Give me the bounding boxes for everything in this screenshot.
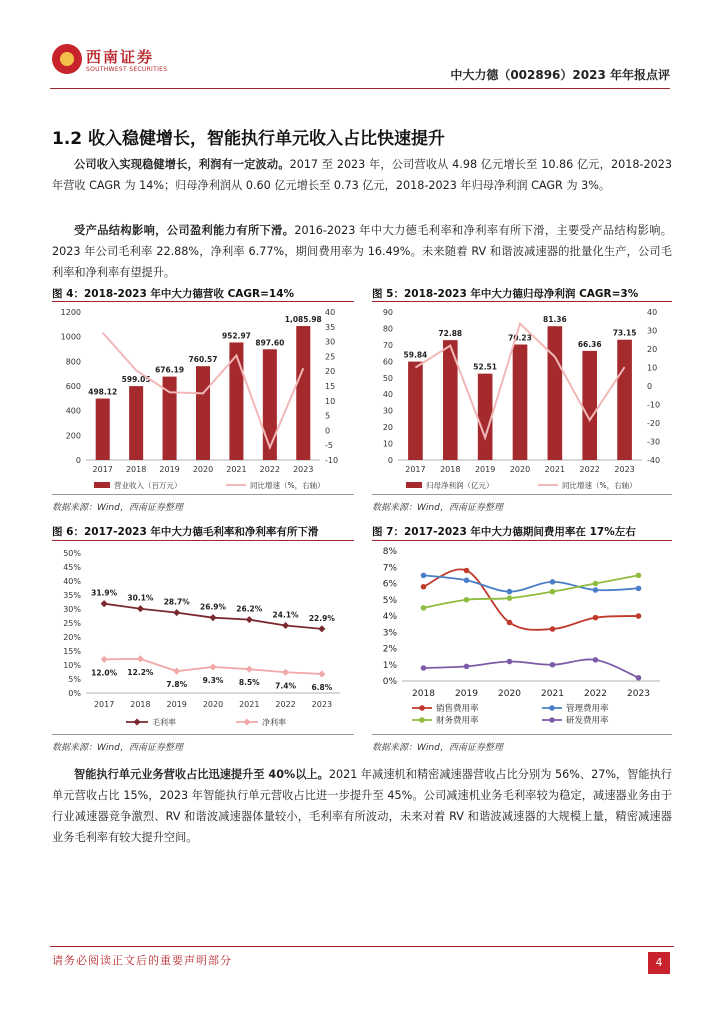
fig7-title: 图 7：2017-2023 年中大力德期间费用率在 17%左右 xyxy=(372,526,636,538)
y2-tick-label: -30 xyxy=(647,437,661,447)
line-marker xyxy=(282,622,289,629)
y2-tick-label: 20 xyxy=(647,345,658,354)
bar xyxy=(96,399,110,460)
line-marker xyxy=(318,625,325,632)
series-line xyxy=(424,659,639,677)
line-marker xyxy=(550,626,556,632)
y-tick-label: 1% xyxy=(382,660,397,671)
logo-subtitle: SOUTHWEST SECURITIES xyxy=(86,66,168,73)
bar xyxy=(617,340,632,460)
y-tick-label: 0% xyxy=(68,689,81,698)
line-marker xyxy=(101,600,108,607)
y2-tick-label: 0 xyxy=(325,426,331,436)
line-marker xyxy=(550,589,556,595)
paragraph-3-body: 2021 年减速机和精密减速器营收占比分别为 56%、27%，智能执行单元营收占比 15%，2023 年智能执行单元营收占比进一步提升至 45%。公司减速机业务毛利率较为稳定，减速器业务由于行业减速器竞争激烈、RV 和谐波减速器体量较小，毛利率有所波动，未来对着 RV 和谐波减速器的大规模上量，精密减速器业务毛利率有较大提升空间。 xyxy=(52,768,672,844)
line-marker xyxy=(507,659,513,665)
legend-label: 同比增速（%，右轴） xyxy=(250,481,325,490)
y2-tick-label: -10 xyxy=(647,400,661,410)
x-tick-label: 2022 xyxy=(259,465,281,474)
y2-tick-label: 30 xyxy=(647,326,658,336)
data-label: 9.3% xyxy=(202,675,224,685)
x-tick-label: 2018 xyxy=(440,465,461,474)
y-tick-label: 50% xyxy=(63,549,81,558)
data-label: 22.9% xyxy=(308,613,335,623)
fig5-rule xyxy=(372,301,672,302)
line-marker xyxy=(209,614,216,621)
line-marker xyxy=(593,587,599,593)
series-line xyxy=(424,575,639,591)
data-label: 8.5% xyxy=(238,678,260,688)
logo-emblem-icon xyxy=(52,44,82,74)
fig6-bottom-rule xyxy=(52,734,354,735)
page-number: 4 xyxy=(648,952,670,974)
y-tick-label: 20% xyxy=(63,633,81,642)
legend-label: 研发费用率 xyxy=(566,716,609,726)
line-marker xyxy=(507,589,513,595)
bar-data-label: 72.88 xyxy=(438,329,463,339)
bar xyxy=(478,374,493,460)
legend-marker xyxy=(419,705,425,711)
line-marker xyxy=(421,584,427,590)
y-tick-label: 600 xyxy=(65,382,81,391)
y2-tick-label: 25 xyxy=(325,352,336,362)
legend-marker xyxy=(419,717,425,723)
x-tick-label: 2019 xyxy=(474,465,496,474)
data-label: 6.8% xyxy=(311,682,333,692)
series-line xyxy=(424,575,639,608)
paragraph-3-lead: 智能执行单元业务营收占比迅速提升至 40%以上。 xyxy=(74,768,329,781)
line-marker xyxy=(593,615,599,621)
y-tick-label: 2% xyxy=(382,644,397,655)
y-tick-label: 50 xyxy=(382,373,393,383)
bar-data-label: 760.57 xyxy=(188,355,218,365)
data-label: 26.9% xyxy=(199,602,227,612)
bar-data-label: 599.05 xyxy=(121,375,151,385)
y-tick-label: 20 xyxy=(382,423,393,433)
line-marker xyxy=(318,670,325,677)
x-tick-label: 2023 xyxy=(293,465,314,474)
fig5-source: 数据来源：Wind，西南证券整理 xyxy=(372,503,503,513)
y-tick-label: 70 xyxy=(382,340,393,350)
line-marker xyxy=(636,613,642,619)
y-tick-label: 40 xyxy=(382,390,393,400)
y-tick-label: 400 xyxy=(65,406,81,416)
fig6-chart xyxy=(52,543,354,733)
fig7-source: 数据来源：Wind，西南证券整理 xyxy=(372,743,503,753)
legend-marker xyxy=(549,717,555,723)
line-marker xyxy=(101,656,108,663)
line-marker xyxy=(464,568,470,574)
x-tick-label: 2021 xyxy=(541,689,564,699)
legend-marker xyxy=(549,705,555,711)
paragraph-2 xyxy=(52,220,672,283)
report-title: 中大力德（002896）2023 年年报点评 xyxy=(450,68,670,82)
data-label: 26.2% xyxy=(236,604,263,614)
fig6-rule xyxy=(52,540,354,541)
data-label: 12.2% xyxy=(127,667,154,677)
line-marker xyxy=(282,669,289,676)
line-marker xyxy=(464,597,470,603)
bar xyxy=(129,386,143,460)
y-tick-label: 1000 xyxy=(60,332,81,342)
x-tick-label: 2022 xyxy=(275,700,296,709)
y2-tick-label: 30 xyxy=(325,337,336,347)
x-tick-label: 2023 xyxy=(627,689,650,699)
legend-label: 管理费用率 xyxy=(566,704,609,714)
y-tick-label: 30 xyxy=(382,406,393,416)
x-tick-label: 2020 xyxy=(202,700,224,709)
line-marker xyxy=(137,655,144,662)
y-tick-label: 30% xyxy=(63,605,81,614)
y-tick-label: 800 xyxy=(65,357,81,367)
line-marker xyxy=(593,581,599,587)
y2-tick-label: 10 xyxy=(647,363,658,373)
bar-data-label: 73.15 xyxy=(612,328,637,338)
line-marker xyxy=(209,663,216,670)
line-marker xyxy=(593,657,599,663)
x-tick-label: 2021 xyxy=(226,465,247,474)
bar-data-label: 70.23 xyxy=(508,333,532,343)
legend-marker xyxy=(243,718,250,725)
bar-data-label: 66.36 xyxy=(577,339,602,349)
paragraph-1-body: 2017 至 2023 年，公司营收从 4.98 亿元增长至 10.86 亿元，2018-2023 年营收 CAGR 为 14%；归母净利润从 0.60 亿元增长至 0.73 亿元，2018-2023 年归母净利润 CAGR 为 3%。 xyxy=(52,158,672,192)
line-marker xyxy=(464,577,470,583)
bar-data-label: 81.36 xyxy=(542,315,567,325)
y-tick-label: 60 xyxy=(382,357,393,367)
data-label: 7.4% xyxy=(275,681,296,691)
bar-data-label: 498.12 xyxy=(88,387,118,397)
bar-data-label: 1,085.98 xyxy=(284,315,322,325)
y2-tick-label: 35 xyxy=(325,322,336,332)
data-label: 30.1% xyxy=(127,593,154,603)
fig5-title: 图 5：2018-2023 年中大力德归母净利润 CAGR=3% xyxy=(372,288,639,300)
x-tick-label: 2019 xyxy=(159,465,180,474)
y2-tick-label: 5 xyxy=(325,411,331,421)
legend-label: 财务费用率 xyxy=(436,716,479,726)
x-tick-label: 2023 xyxy=(311,700,333,709)
y-tick-label: 0 xyxy=(387,456,393,465)
bar-data-label: 952.97 xyxy=(221,331,251,341)
legend-label: 同比增速（%，右轴） xyxy=(562,481,637,490)
x-tick-label: 2022 xyxy=(584,689,607,699)
fig6-title: 图 6：2017-2023 年中大力德毛利率和净利率有所下滑 xyxy=(52,526,319,538)
line-marker xyxy=(421,573,427,579)
y-tick-label: 0 xyxy=(75,456,81,465)
fig4-title: 图 4：2018-2023 年中大力德营收 CAGR=14% xyxy=(52,288,295,300)
fig7-chart xyxy=(372,543,672,733)
footer-disclaimer: 请务必阅读正文后的重要声明部分 xyxy=(52,954,232,967)
fig5-chart xyxy=(372,304,672,494)
legend-marker xyxy=(133,718,140,725)
line-marker xyxy=(507,595,513,601)
bar xyxy=(582,351,597,460)
y-tick-label: 35% xyxy=(63,591,81,600)
legend-swatch-bar xyxy=(94,482,110,488)
y-tick-label: 5% xyxy=(382,595,397,606)
legend-label: 营业收入（百万元） xyxy=(114,481,182,490)
y2-tick-label: -10 xyxy=(325,456,339,465)
paragraph-3 xyxy=(52,764,672,848)
y-tick-label: 25% xyxy=(63,619,81,628)
y-tick-label: 45% xyxy=(63,563,81,572)
fig4-chart xyxy=(52,304,354,494)
bar xyxy=(513,345,528,460)
x-tick-label: 2023 xyxy=(614,465,635,474)
x-tick-label: 2017 xyxy=(405,465,426,474)
y-tick-label: 5% xyxy=(68,675,81,684)
x-tick-label: 2022 xyxy=(579,465,600,474)
line-marker xyxy=(507,620,513,626)
bar-data-label: 897.60 xyxy=(255,338,285,348)
y2-tick-label: 10 xyxy=(325,396,336,406)
y-tick-label: 200 xyxy=(65,431,81,441)
y2-tick-label: 15 xyxy=(325,382,336,391)
y-tick-label: 4% xyxy=(382,612,397,622)
x-tick-label: 2017 xyxy=(92,465,113,474)
fig5-bottom-rule xyxy=(372,494,672,495)
line-marker xyxy=(421,665,427,671)
data-label: 31.9% xyxy=(91,588,118,598)
x-tick-label: 2019 xyxy=(166,700,187,709)
y-tick-label: 80 xyxy=(382,324,393,334)
logo-text: 西南证券 xyxy=(86,48,155,66)
paragraph-1-lead: 公司收入实现稳健增长，利润有一定波动。 xyxy=(74,158,290,171)
data-label: 28.7% xyxy=(163,597,190,607)
line-marker xyxy=(246,616,253,623)
line-marker xyxy=(550,662,556,668)
x-tick-label: 2017 xyxy=(93,700,115,709)
fig4-source: 数据来源：Wind，西南证券整理 xyxy=(52,503,183,513)
legend-label: 销售费用率 xyxy=(436,704,479,714)
bar xyxy=(296,326,310,460)
fig4-bottom-rule xyxy=(52,494,354,495)
y-tick-label: 10% xyxy=(63,661,81,670)
bar xyxy=(196,366,210,460)
line-marker xyxy=(137,605,144,612)
footer-divider xyxy=(50,946,674,947)
bar xyxy=(263,349,277,460)
line-marker xyxy=(550,579,556,585)
line-marker xyxy=(636,573,642,579)
line-marker xyxy=(421,605,427,611)
line-marker xyxy=(636,675,642,681)
x-tick-label: 2018 xyxy=(412,689,435,699)
fig6-source: 数据来源：Wind，西南证券整理 xyxy=(52,743,183,753)
data-label: 24.1% xyxy=(272,610,299,620)
y2-tick-label: -40 xyxy=(647,456,661,465)
section-title: 1.2 收入稳健增长，智能执行单元收入占比快速提升 xyxy=(52,129,446,149)
bar-data-label: 676.19 xyxy=(155,365,185,375)
paragraph-2-body: 2016-2023 年中大力德毛利率和净利率有所下滑，主要受产品结构影响。2023 年公司毛利率 22.88%，净利率 6.77%，期间费用率为 16.49%。未来随着 RV 和谐波减速器的批量化生产，公司毛利率和净利率有望提升。 xyxy=(52,224,672,279)
line-marker xyxy=(464,664,470,670)
x-tick-label: 2019 xyxy=(455,689,478,699)
y2-tick-label: 20 xyxy=(325,367,336,377)
x-tick-label: 2020 xyxy=(509,465,531,474)
data-label: 7.8% xyxy=(166,680,188,690)
line-marker xyxy=(246,666,253,673)
legend-label: 净利率 xyxy=(262,718,286,727)
x-tick-label: 2021 xyxy=(544,465,566,474)
y-tick-label: 1200 xyxy=(60,308,81,317)
y-tick-label: 7% xyxy=(382,563,397,574)
x-tick-label: 2021 xyxy=(239,700,260,709)
fig4-rule xyxy=(52,301,354,302)
x-tick-label: 2018 xyxy=(130,700,151,709)
paragraph-2-lead: 受产品结构影响，公司盈利能力有所下滑。 xyxy=(74,224,295,237)
bar-data-label: 52.51 xyxy=(473,362,498,372)
y2-tick-label: 0 xyxy=(647,382,653,391)
bar xyxy=(548,326,563,460)
line-marker xyxy=(636,586,642,592)
y-tick-label: 3% xyxy=(382,628,397,639)
y-tick-label: 90 xyxy=(382,308,393,317)
y-tick-label: 10 xyxy=(382,439,393,449)
header-divider xyxy=(50,88,670,89)
x-tick-label: 2020 xyxy=(192,465,214,474)
y-tick-label: 15% xyxy=(63,647,81,656)
data-label: 12.0% xyxy=(91,668,118,678)
line-marker xyxy=(173,609,180,616)
y2-tick-label: 40 xyxy=(325,308,336,317)
y-tick-label: 8% xyxy=(382,547,397,557)
legend-label: 归母净利润（亿元） xyxy=(426,481,494,490)
x-tick-label: 2018 xyxy=(125,465,147,474)
y-tick-label: 0% xyxy=(382,677,397,687)
paragraph-1 xyxy=(52,154,672,196)
fig7-rule xyxy=(372,540,672,541)
y2-tick-label: -20 xyxy=(647,419,661,428)
y-tick-label: 40% xyxy=(63,577,81,586)
legend-label: 毛利率 xyxy=(152,718,176,727)
bar-data-label: 59.84 xyxy=(403,350,428,360)
line-marker xyxy=(173,668,180,675)
y2-tick-label: 40 xyxy=(647,308,658,317)
legend-swatch-bar xyxy=(406,482,422,488)
fig7-bottom-rule xyxy=(372,734,672,735)
y-tick-label: 6% xyxy=(382,579,397,590)
bar xyxy=(408,362,423,460)
y2-tick-label: -5 xyxy=(325,441,333,451)
x-tick-label: 2020 xyxy=(498,689,521,699)
